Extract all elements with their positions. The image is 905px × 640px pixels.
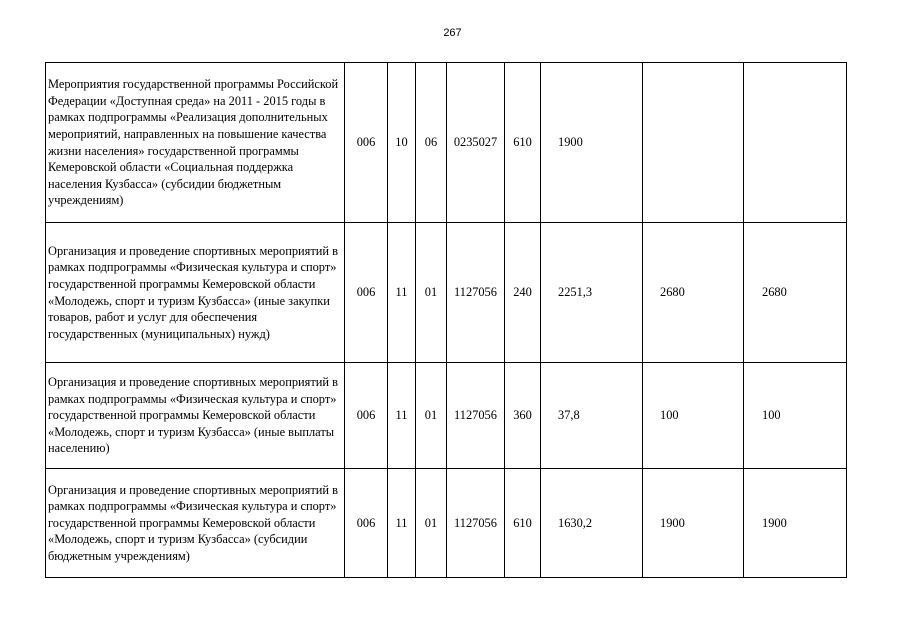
row-description: Организация и проведение спортивных мероприятий в рамках подпрограммы «Физическая культура и спорт» государственной программы Кемеровской области «Молодежь, спорт и туризм Кузбасса» (иные закупки товаров, работ и услуг для обеспечения государственных (муниципальных) нужд) (46, 223, 345, 363)
subsection-code: 01 (416, 223, 447, 363)
expense-type-code: 610 (505, 63, 541, 223)
amount-year-3: 100 (744, 363, 847, 469)
subsection-code: 01 (416, 469, 447, 578)
subsection-code: 01 (416, 363, 447, 469)
section-code: 10 (388, 63, 416, 223)
target-article-code: 1127056 (447, 223, 505, 363)
expense-type-code: 610 (505, 469, 541, 578)
amount-year-1: 37,8 (541, 363, 643, 469)
amount-year-3: 1900 (744, 469, 847, 578)
amount-year-1: 1630,2 (541, 469, 643, 578)
amount-year-2: 2680 (643, 223, 744, 363)
page-number: 267 (443, 27, 462, 39)
expense-type-code: 360 (505, 363, 541, 469)
amount-year-1: 1900 (541, 63, 643, 223)
budget-table (45, 62, 847, 578)
target-article-code: 0235027 (447, 63, 505, 223)
section-code: 11 (388, 469, 416, 578)
target-article-code: 1127056 (447, 469, 505, 578)
ministry-code: 006 (345, 223, 388, 363)
amount-year-2 (643, 63, 744, 223)
table-row (46, 363, 847, 469)
section-code: 11 (388, 363, 416, 469)
ministry-code: 006 (345, 63, 388, 223)
amount-year-1: 2251,3 (541, 223, 643, 363)
table-row (46, 223, 847, 363)
amount-year-3 (744, 63, 847, 223)
subsection-code: 06 (416, 63, 447, 223)
table-row (46, 469, 847, 578)
amount-year-2: 100 (643, 363, 744, 469)
amount-year-3: 2680 (744, 223, 847, 363)
ministry-code: 006 (345, 363, 388, 469)
section-code: 11 (388, 223, 416, 363)
expense-type-code: 240 (505, 223, 541, 363)
amount-year-2: 1900 (643, 469, 744, 578)
ministry-code: 006 (345, 469, 388, 578)
row-description: Мероприятия государственной программы Российской Федерации «Доступная среда» на 2011 - 2015 годы в рамках подпрограммы «Реализация дополнительных мероприятий, направленных на повышение качества жизни населения» государственной программы Кемеровской области «Социальная поддержка населения Кузбасса» (субсидии бюджетным учреждениям) (46, 63, 345, 223)
target-article-code: 1127056 (447, 363, 505, 469)
table-row (46, 63, 847, 223)
row-description: Организация и проведение спортивных мероприятий в рамках подпрограммы «Физическая культура и спорт» государственной программы Кемеровской области «Молодежь, спорт и туризм Кузбасса» (иные выплаты населению) (46, 363, 345, 469)
row-description: Организация и проведение спортивных мероприятий в рамках подпрограммы «Физическая культура и спорт» государственной программы Кемеровской области «Молодежь, спорт и туризм Кузбасса» (субсидии бюджетным учреждениям) (46, 469, 345, 578)
